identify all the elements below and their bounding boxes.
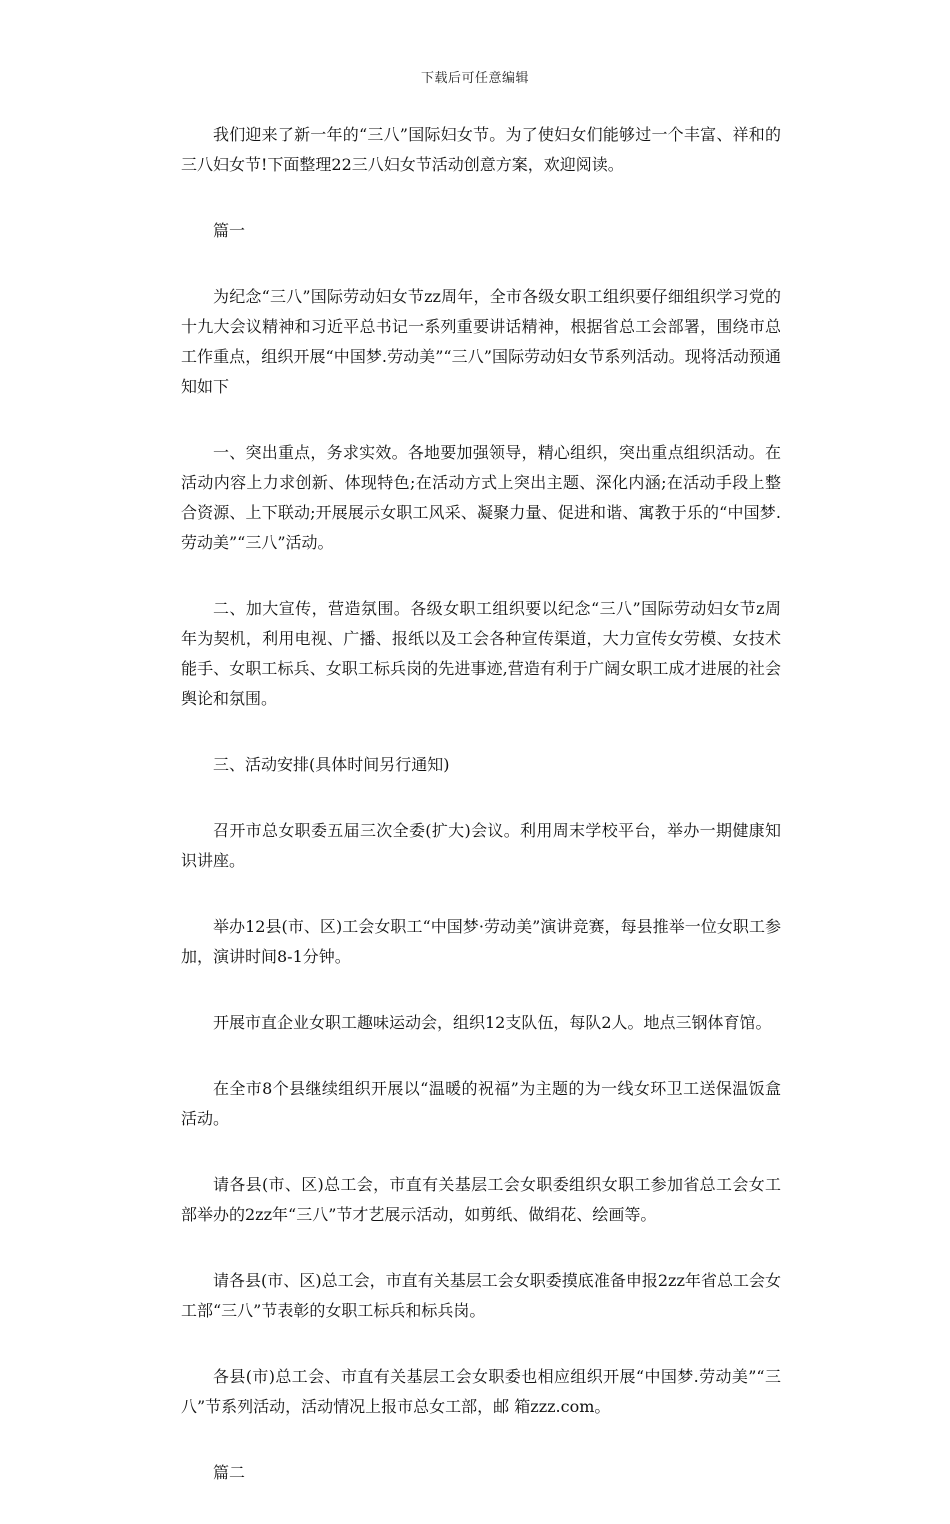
paragraph-5: 召开市总女职委五届三次全委(扩大)会议。利用周末学校平台，举办一期健康知识讲座。 xyxy=(181,821,781,870)
page-header: 下载后可任意编辑 xyxy=(420,71,529,86)
section-heading-2: 篇二 xyxy=(213,1463,246,1482)
paragraph-7: 开展市直企业女职工趣味运动会，组织12支队伍，每队2人。地点三钢体育馆。 xyxy=(213,1013,772,1032)
paragraph-10: 请各县(市、区)总工会，市直有关基层工会女职委摸底准备申报2zz年省总工会女工部“三八”节表彰的女职工标兵和标兵岗。 xyxy=(181,1271,781,1320)
intro-paragraph: 我们迎来了新一年的“三八”国际妇女节。为了使妇女们能够过一个丰富、祥和的三八妇女节!下面整理22三八妇女节活动创意方案，欢迎阅读。 xyxy=(181,125,781,174)
paragraph-3: 二、加大宣传，营造氛围。各级女职工组织要以纪念“三八”国际劳动妇女节z周年为契机，利用电视、广播、报纸以及工会各种宣传渠道，大力宣传女劳模、女技术能手、女职工标兵、女职工标兵岗的先进事迹,营造有利于广阔女职工成才进展的社会舆论和氛围。 xyxy=(181,599,781,708)
paragraph-1: 为纪念“三八”国际劳动妇女节zz周年，全市各级女职工组织要仔细组织学习党的十九大会议精神和习近平总书记一系列重要讲话精神，根据省总工会部署，围绕市总工作重点，组织开展“中国梦.劳动美”“三八”国际劳动妇女节系列活动。现将活动预通知如下 xyxy=(181,287,781,396)
paragraph-2: 一、突出重点，务求实效。各地要加强领导，精心组织，突出重点组织活动。在活动内容上力求创新、体现特色;在活动方式上突出主题、深化内涵;在活动手段上整合资源、上下联动;开展展示女职工风采、凝聚力量、促进和谐、寓教于乐的“中国梦.劳动美”“三八”活动。 xyxy=(181,443,781,552)
paragraph-11: 各县(市)总工会、市直有关基层工会女职委也相应组织开展“中国梦.劳动美”“三八”节系列活动，活动情况上报市总女工部，邮 箱zzz.com。 xyxy=(181,1367,781,1416)
document-body xyxy=(181,120,781,1524)
paragraph-9: 请各县(市、区)总工会，市直有关基层工会女职委组织女职工参加省总工会女工部举办的2zz年“三八”节才艺展示活动，如剪纸、做绢花、绘画等。 xyxy=(181,1175,781,1224)
paragraph-4: 三、活动安排(具体时间另行通知) xyxy=(213,755,450,774)
section-heading-1: 篇一 xyxy=(213,221,246,240)
paragraph-6: 举办12县(市、区)工会女职工“中国梦·劳动美”演讲竞赛，每县推举一位女职工参加，演讲时间8-1分钟。 xyxy=(181,917,781,966)
paragraph-8: 在全市8个县继续组织开展以“温暖的祝福”为主题的为一线女环卫工送保温饭盒活动。 xyxy=(181,1079,781,1128)
